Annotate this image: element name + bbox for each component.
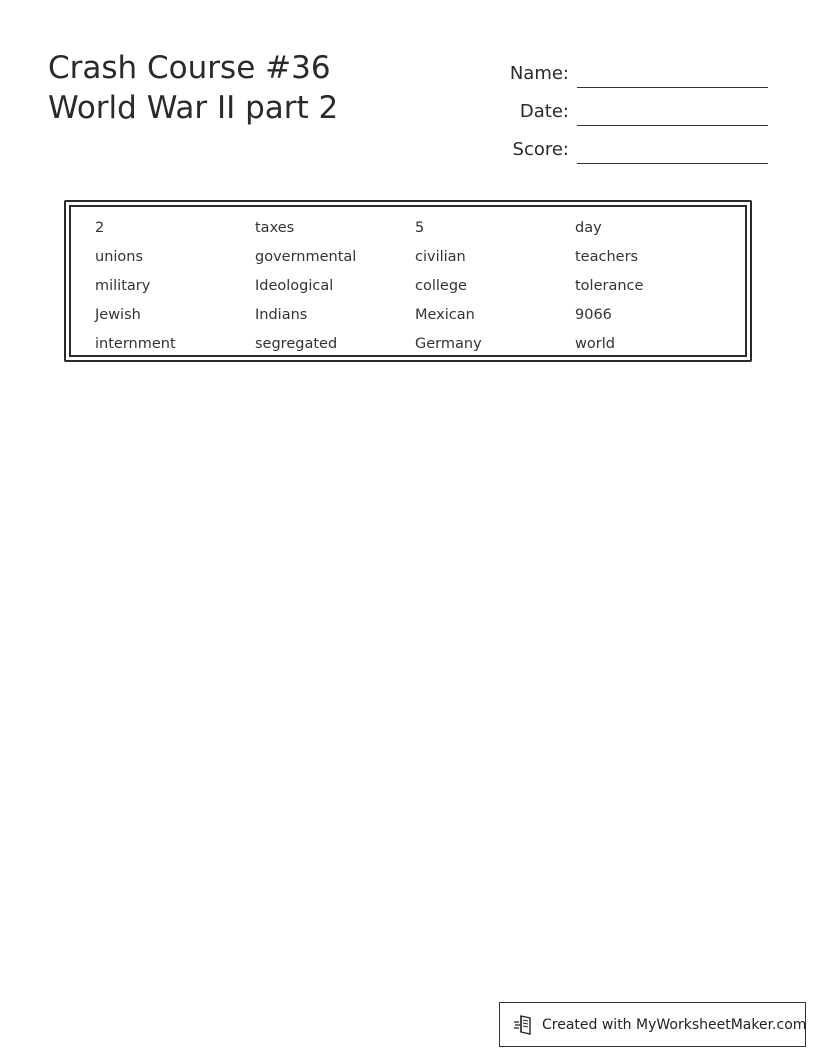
title-line-1: Crash Course #36 [48,50,331,86]
word-bank-item: day [575,220,602,236]
word-bank-item: military [95,278,151,294]
name-field-label: Name: [509,63,569,84]
word-bank-item: taxes [255,220,295,236]
name-field[interactable] [577,73,768,88]
worksheet-title [48,48,338,128]
word-bank-item: college [415,278,467,294]
title-line-2: World War II part 2 [48,90,339,126]
student-info-fields [498,50,768,164]
word-bank-item: unions [95,249,144,265]
word-bank-box [64,200,752,362]
word-bank-item: civilian [415,249,466,265]
word-bank-item: segregated [255,336,338,352]
word-bank-item: Ideological [255,278,334,294]
word-bank-item: Mexican [415,307,475,323]
word-bank-item: Germany [415,336,482,352]
word-bank-grid [95,214,745,359]
word-bank-item: tolerance [575,278,644,294]
name-field-row [498,50,768,88]
date-field-row [498,88,768,126]
word-bank-inner-border [69,205,747,357]
word-bank-item: world [575,336,615,352]
score-field-label: Score: [512,139,569,160]
score-field[interactable] [577,149,768,164]
date-field[interactable] [577,111,768,126]
score-field-row [498,126,768,164]
word-bank-item: 2 [95,220,105,236]
word-bank-item: internment [95,336,176,352]
word-bank-item: teachers [575,249,639,265]
word-bank-item: Indians [255,307,308,323]
worksheet-maker-logo-icon [512,1013,536,1037]
word-bank-item: governmental [255,249,357,265]
created-with-badge[interactable] [499,1002,806,1047]
created-with-text: Created with MyWorksheetMaker.com [542,1016,807,1033]
word-bank-item: 5 [415,220,425,236]
word-bank-item: 9066 [575,307,612,323]
word-bank-item: Jewish [95,307,141,323]
date-field-label: Date: [519,101,569,122]
